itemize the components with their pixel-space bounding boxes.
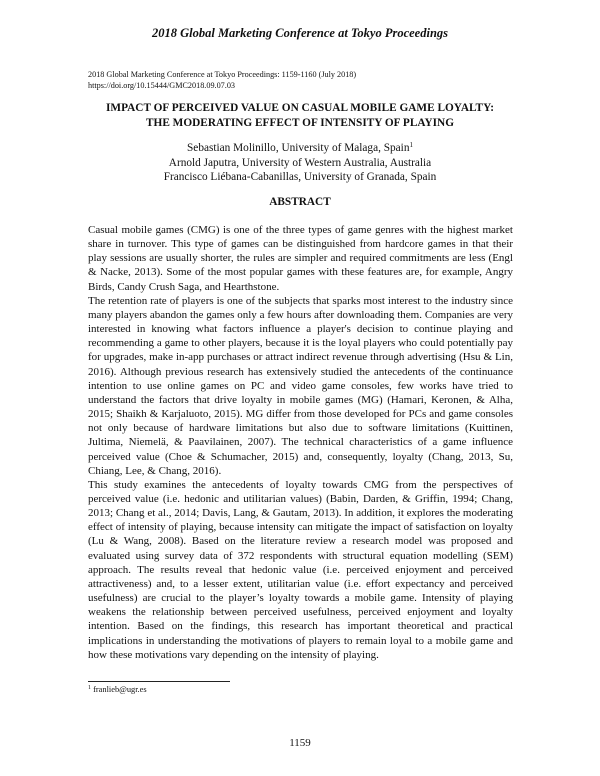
author-name: Francisco Liébana-Cabanillas, University of Granada, Spain bbox=[163, 171, 437, 183]
abstract-paragraph: This study examines the antecedents of loyalty towards CMG from the perspectives of perceived value (i.e. hedonic and utilitarian values) (Babin, Darden, & Griffin, 1994; Chang, 2013; Chang et al., 2014; Davis, Lang, & Gautam, 2013). In addition, it explores the moderating effect of intensity of playing, because intensity can mitigate the impact of satisfaction on loyalty (Lu & Wang, 2008). Based on the literature review a research model was proposed and evaluated using survey data of 372 respondents with structural equation modelling (SEM) approach. The results reveal that hedonic value (i.e. perceived enjoyment and perceived attractiveness) and, to a lesser extent, utilitarian value (i.e. effort expectancy and perceived usefulness) are crucial to the player’s loyalty towards a mobile game. Intensity of playing weakens the relationship between perceived usefulness, perceived enjoyment and loyalty intention. Based on the findings, this research has important theoretical and practical implications in understanding the motivations of players to remain loyal to a mobile game and how these motivations vary depending on the intensity of playing. bbox=[88, 478, 513, 661]
paper-title bbox=[60, 101, 540, 130]
citation-line: 2018 Global Marketing Conference at Tokyo Proceedings: 1159-1160 (July 2018) bbox=[88, 70, 357, 79]
citation-block bbox=[88, 69, 518, 91]
abstract-paragraph: The retention rate of players is one of the subjects that sparks most interest to the industry since many players abandon the games only a few hours after downloading them. Companies are very interested in knowing what factors influence a player's decision to continue playing and recommending a game to other players, because it is the loyal players who could potentially pay for upgrades, make in-app purchases or attract indirect revenue through advertising (Hsu & Lin, 2016). Although previous research has extensively studied the antecedents of the continuance intention to use online games on PC and video game consoles, few works have tried to understand the factors that drive loyalty in mobile games (MG) (Hamari, Keronen, & Alha, 2015; Shaikh & Karjaluoto, 2015). MG differ from those developed for PCs and game consoles not only because of hardware limitations but also due to software limitations (Kuittinen, Jultima, Niemelä, & Paavilainen, 2007). The technical characteristics of a game influence perceived value (Choe & Schumacher, 2015) and, consequently, loyalty (Chang, 2013, Su, Chiang, Lee, & Chang, 2016). bbox=[88, 294, 513, 477]
footnote-mark: 1 bbox=[88, 685, 91, 691]
paper-title-line: THE MODERATING EFFECT OF INTENSITY OF PLAYING bbox=[146, 116, 454, 129]
footnote bbox=[88, 685, 147, 694]
abstract-heading: ABSTRACT bbox=[269, 196, 331, 208]
author-line bbox=[60, 156, 540, 171]
author-name: Sebastian Molinillo, University of Malaga, Spain bbox=[187, 142, 410, 154]
footnote-mark[interactable]: 1 bbox=[409, 141, 413, 149]
author-name: Arnold Japutra, University of Western Australia, Australia bbox=[168, 156, 432, 169]
author-line bbox=[60, 141, 540, 156]
footnote-divider bbox=[88, 681, 230, 682]
abstract-body bbox=[88, 223, 513, 662]
page-number: 1159 bbox=[289, 737, 311, 749]
doi-link[interactable]: https://doi.org/10.15444/GMC2018.09.07.03 bbox=[88, 81, 236, 90]
running-header: 2018 Global Marketing Conference at Tokyo Proceedings bbox=[151, 26, 449, 40]
abstract-paragraph: Casual mobile games (CMG) is one of the three types of game genres with the highest market share in turnover. This type of games can be distinguished from hardcore games in that their play sessions are usually shorter, the rules are simpler and required commitments are less (Engl & Nacke, 2013). Some of the most popular games with these features are, for example, Angry Birds, Candy Crush Saga, and Hearthstone. bbox=[88, 224, 513, 293]
footnote-email[interactable]: franlieb@ugr.es bbox=[93, 685, 147, 694]
paper-title-line: IMPACT OF PERCEIVED VALUE ON CASUAL MOBILE GAME LOYALTY: bbox=[106, 102, 494, 114]
author-line bbox=[60, 170, 540, 185]
author-list bbox=[60, 141, 540, 185]
